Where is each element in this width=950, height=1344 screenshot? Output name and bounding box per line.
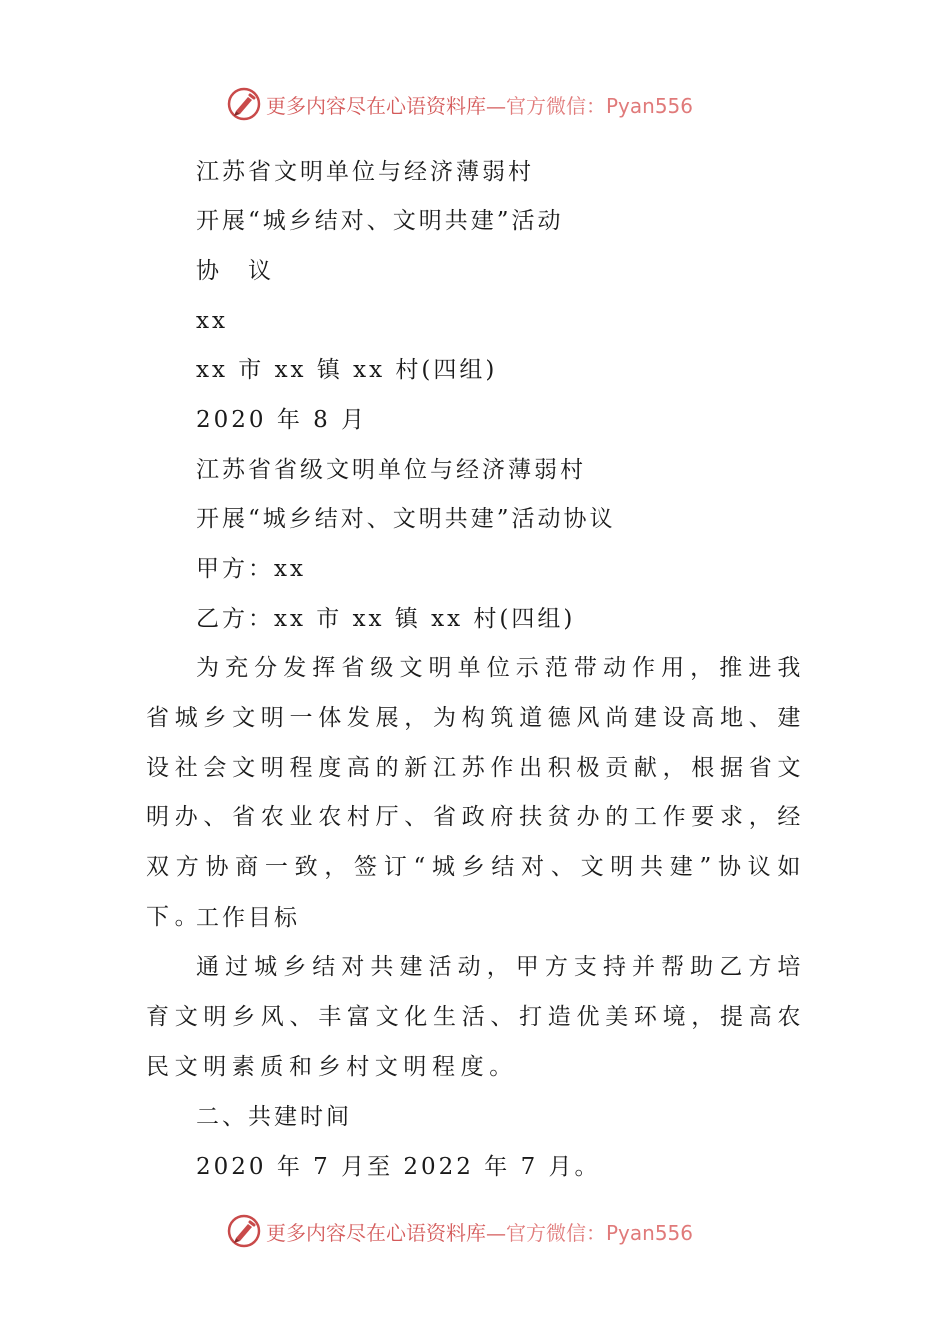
watermark-wechat-text: 官方微信：Pyan556 — [506, 1220, 694, 1245]
watermark-banner-bottom — [226, 1211, 693, 1251]
doc-party-a-name: xx — [196, 308, 228, 334]
section-heading-goal: 工作目标 — [196, 905, 300, 931]
goal-paragraph: 通过城乡结对共建活动，甲方支持并帮助乙方培育文明乡风、丰富文化生活、打造优美环境，提高农民文明素质和乡村文明程度。 — [146, 954, 806, 1080]
agreement-title-line-1: 江苏省省级文明单位与经济薄弱村 — [196, 457, 586, 483]
watermark-banner-top — [226, 84, 693, 124]
time-range-line: 2020 年 7 月至 2022 年 7 月。 — [196, 1154, 601, 1180]
watermark-wechat-text: 官方微信：Pyan556 — [506, 93, 694, 118]
doc-date: 2020 年 8 月 — [196, 407, 368, 433]
intro-paragraph: 为充分发挥省级文明单位示范带动作用，推进我省城乡文明一体发展，为构筑道德风尚建设高地、建设社会文明程度高的新江苏作出积极贡献，根据省文明办、省农业农村厅、省政府扶贫办的工作要求，经双方协商一致，签订“城乡结对、文明共建”协议如下。 — [146, 655, 806, 930]
party-b-line: 乙方：xx 市 xx 镇 xx 村(四组) — [196, 606, 576, 632]
pen-logo-icon — [226, 86, 262, 122]
doc-title-line-2: 开展“城乡结对、文明共建”活动 — [196, 208, 564, 234]
doc-party-b-name: xx 市 xx 镇 xx 村(四组) — [196, 357, 498, 383]
pen-logo-icon — [226, 1213, 262, 1249]
section-heading-time: 二、共建时间 — [196, 1104, 352, 1130]
doc-title-line-3: 协 议 — [196, 258, 274, 284]
doc-title-line-1: 江苏省文明单位与经济薄弱村 — [196, 159, 534, 185]
watermark-brand-text: 更多内容尽在心语资料库— — [266, 93, 506, 118]
watermark-brand-text: 更多内容尽在心语资料库— — [266, 1220, 506, 1245]
party-a-line: 甲方：xx — [196, 556, 306, 582]
agreement-title-line-2: 开展“城乡结对、文明共建”活动协议 — [196, 506, 616, 532]
